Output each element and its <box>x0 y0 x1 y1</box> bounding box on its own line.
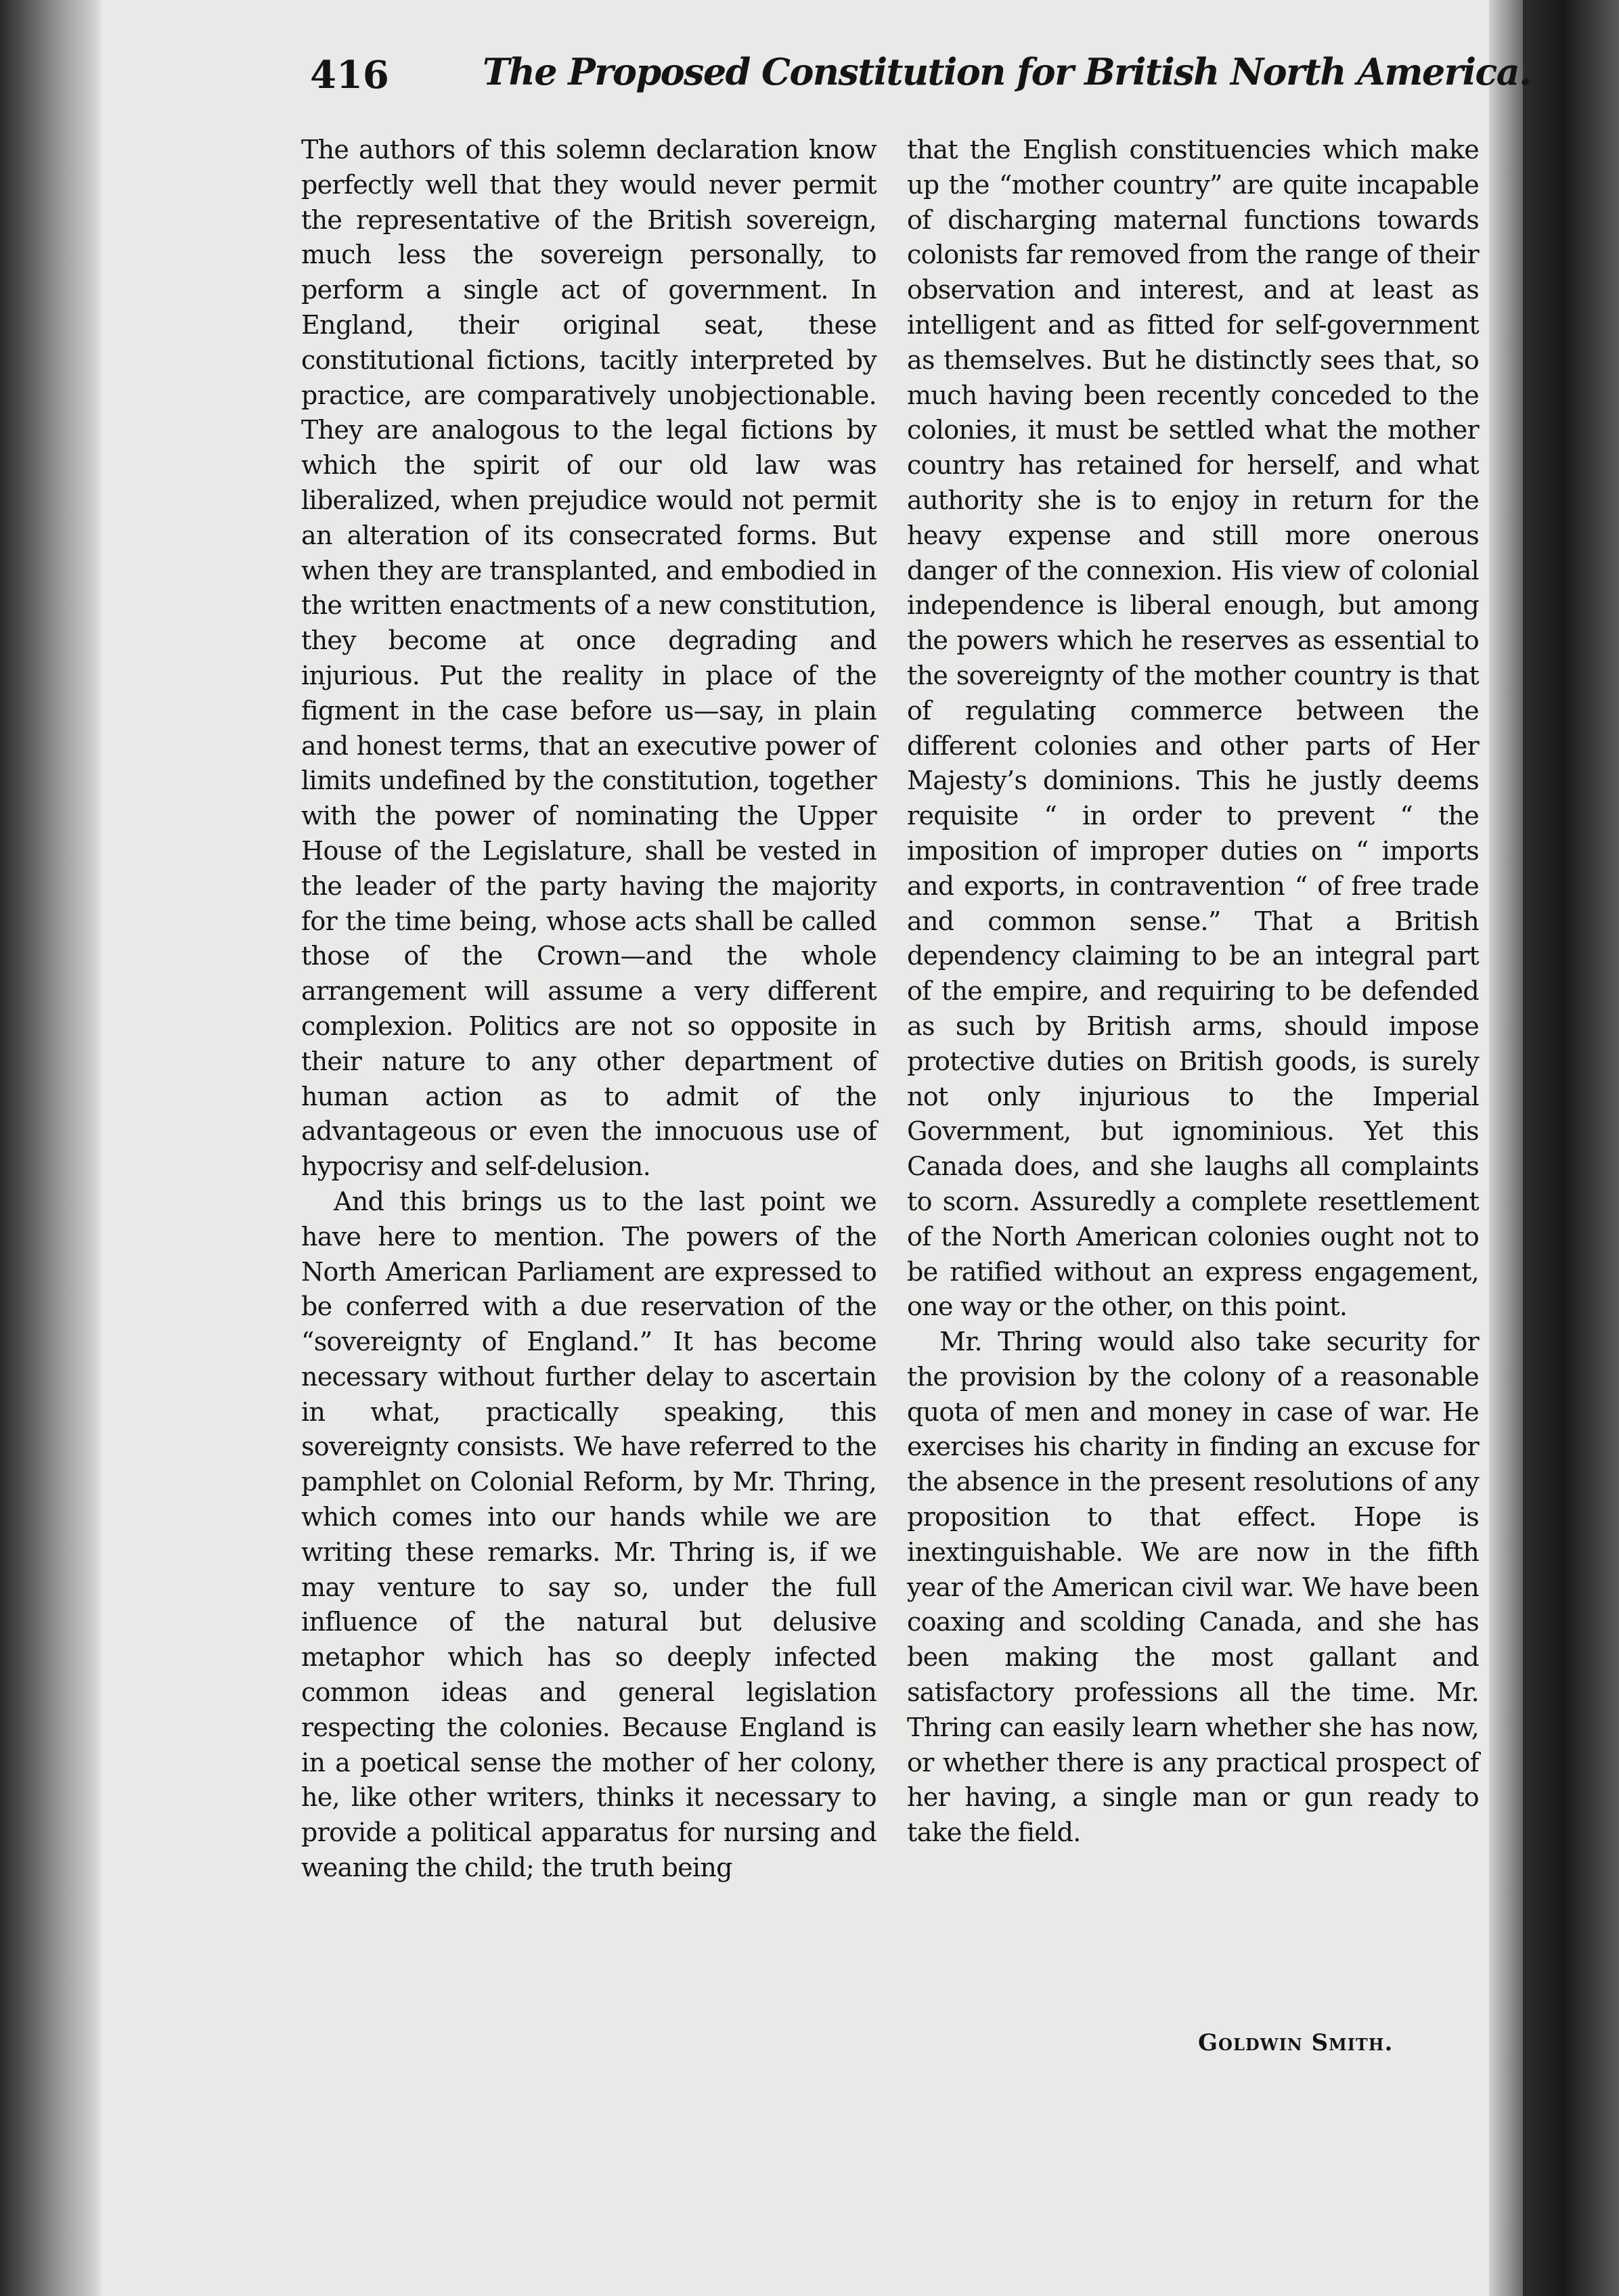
author-signature: Goldwin Smith. <box>1198 2029 1394 2056</box>
paragraph: And this brings us to the last point we have here to mention. The powers of the North American Parliament are expressed to be conferred with a due reservation of the “sovereignty of England.” It has become necessary without further delay to ascertain in what, practically speaking, this sovereignty consists. We have referred to the pamphlet on Colonial Reform, by Mr. Thring, which comes into our hands while we are writing these remarks. Mr. Thring is, if we may venture to say so, under the full influence of the natural but delusive metaphor which has so deeply infected common ideas and general legislation respecting the colonies. Because England is in a poetical sense the mother of her colony, he, like other writers, thinks it necessary to provide a political apparatus for nursing and weaning the child; the truth being <box>301 1186 877 1883</box>
scan-right-edge <box>1523 0 1619 2296</box>
paragraph: that the English constituencies which make up the “mother country” are quite incapable of discharging maternal functions towards colonists far removed from the range of their observation and interest, and at least as intelligent and as fitted for self-government as themselves. But he distinctly sees that, so much having been recently conceded to the colonies, it must be settled what the mother country has retained for herself, and what authority she is to enjoy in return for the heavy expense and still more onerous danger of the connexion. His view of colonial independence is liberal enough, but among the powers which he reserves as essential to the sovereignty of the mother country is that of regulating commerce between the different colonies and other parts of Her Majesty’s dominions. This he justly deems requisite “ in order to prevent “ the imposition of improper duties on “ imports and exports, in contravention “ of free trade and common sense.” That a British dependency claiming to be an integral part of the empire, and requiring to be defended as such by British arms, should impose protective duties on British goods, is surely not only injurious to the Imperial Government, but ignominious. Yet this Canada does, and she laughs all complaints to scorn. Assuredly a complete resettlement of the North American colonies ought not to be ratified without an express engagement, one way or the other, on this point. <box>907 135 1479 1322</box>
left-column <box>301 133 877 1886</box>
page-number: 416 <box>310 53 389 97</box>
paragraph: The authors of this solemn declaration know perfectly well that they would never permit the representative of the British sovereign, much less the sovereign personally, to perform a single act of government. In England, their original seat, these constitutional fictions, tacitly interpreted by practice, are comparatively unobjectionable. They are analogous to the legal fictions by which the spirit of our old law was liberalized, when prejudice would not permit an alteration of its consecrated forms. But when they are transplanted, and embodied in the written enactments of a new constitution, they become at once degrading and injurious. Put the reality in place of the figment in the case before us—say, in plain and honest terms, that an executive power of limits undefined by the constitution, together with the power of nominating the Upper House of the Legislature, shall be vested in the leader of the party having the majority for the time being, whose acts shall be called those of the Crown—and the whole arrangement will assume a very different complexion. Politics are not so opposite in their nature to any other department of human action as to admit of the advantageous or even the innocuous use of hypocrisy and self-delusion. <box>301 135 877 1182</box>
running-head <box>310 50 1531 114</box>
running-title: The Proposed Constitution for British North America. <box>483 50 1531 93</box>
right-column <box>907 133 1479 1851</box>
paragraph: Mr. Thring would also take security for the provision by the colony of a reasonable quota of men and money in case of war. He exercises his charity in finding an excuse for the absence in the present resolutions of any proposition to that effect. Hope is inextinguishable. We are now in the fifth year of the American civil war. We have been coaxing and scolding Canada, and she has been making the most gallant and satisfactory professions all the time. Mr. Thring can easily learn whether she has now, or whether there is any practical prospect of her having, a single man or gun ready to take the field. <box>907 1327 1479 1848</box>
page-gutter-shadow <box>1489 0 1523 2296</box>
scan-left-edge <box>0 0 102 2296</box>
